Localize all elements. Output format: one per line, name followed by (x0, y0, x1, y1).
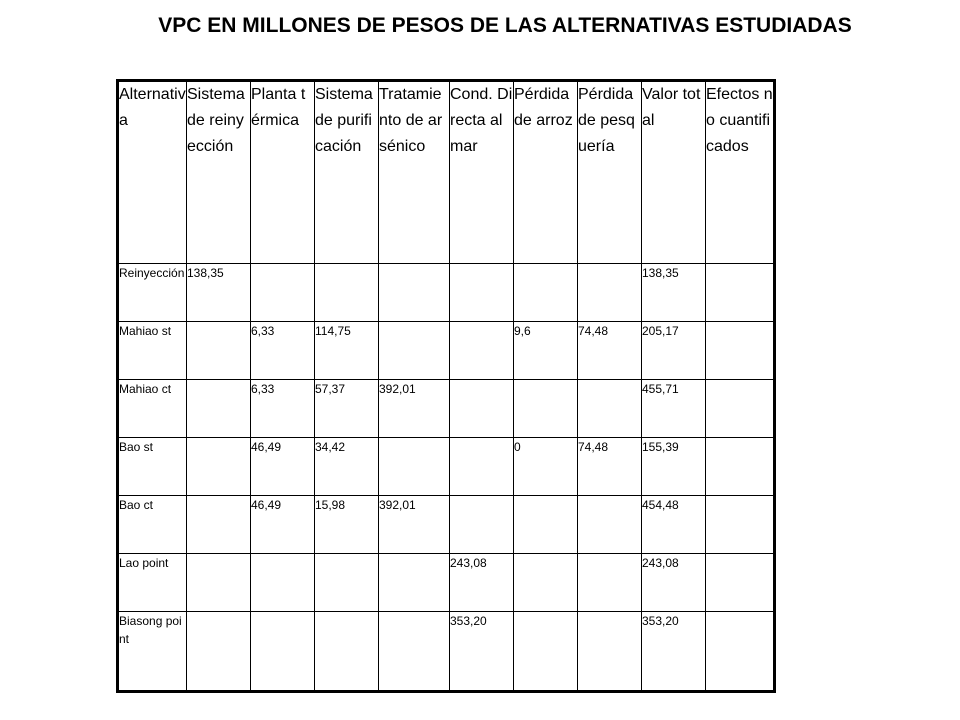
table-cell (578, 264, 642, 322)
table-cell (187, 438, 251, 496)
table-cell (450, 380, 514, 438)
row-label: Reinyección (118, 264, 187, 322)
header-sistema-reinyeccion: Sistema de reinyección (187, 81, 251, 264)
table-cell (187, 496, 251, 554)
table-cell: 155,39 (642, 438, 706, 496)
table-cell: 392,01 (379, 380, 450, 438)
table-cell: 46,49 (251, 496, 315, 554)
table-cell (514, 380, 578, 438)
header-alternativa: Alternativa (118, 81, 187, 264)
row-label: Mahiao ct (118, 380, 187, 438)
row-label: Mahiao st (118, 322, 187, 380)
table-cell: 15,98 (315, 496, 379, 554)
table-cell: 243,08 (642, 554, 706, 612)
table-cell (379, 264, 450, 322)
table-cell (379, 438, 450, 496)
page-title: VPC EN MILLONES DE PESOS DE LAS ALTERNATIVAS ESTUDIADAS (158, 14, 852, 37)
table-cell: 0 (514, 438, 578, 496)
table-cell (578, 612, 642, 692)
table-cell: 114,75 (315, 322, 379, 380)
table-cell (450, 322, 514, 380)
table-cell: 243,08 (450, 554, 514, 612)
row-label: Lao point (118, 554, 187, 612)
header-cond-directa-mar: Cond. Directa al mar (450, 81, 514, 264)
table-cell (187, 554, 251, 612)
table-cell (450, 496, 514, 554)
table-cell: 46,49 (251, 438, 315, 496)
table-cell (706, 264, 775, 322)
table-cell (379, 322, 450, 380)
table-cell: 392,01 (379, 496, 450, 554)
table-cell: 353,20 (450, 612, 514, 692)
table-cell: 454,48 (642, 496, 706, 554)
table-cell (315, 554, 379, 612)
header-perdida-arroz: Pérdida de arroz (514, 81, 578, 264)
table-cell: 34,42 (315, 438, 379, 496)
table-cell (379, 554, 450, 612)
table-cell (251, 264, 315, 322)
table-row (118, 496, 775, 554)
table-cell (706, 380, 775, 438)
header-efectos-no-cuantificados: Efectos no cuantificados (706, 81, 775, 264)
table-cell (706, 438, 775, 496)
table-cell (450, 438, 514, 496)
table-cell (187, 612, 251, 692)
vpc-table (116, 79, 776, 693)
row-label: Biasong point (118, 612, 187, 692)
table-cell (514, 496, 578, 554)
table-cell (578, 554, 642, 612)
table-row (118, 438, 775, 496)
table-cell: 74,48 (578, 322, 642, 380)
table-cell (514, 264, 578, 322)
table-cell: 138,35 (642, 264, 706, 322)
table-cell: 74,48 (578, 438, 642, 496)
table-row (118, 264, 775, 322)
table-cell (706, 612, 775, 692)
header-perdida-pesqueria: Pérdida de pesquería (578, 81, 642, 264)
table-cell: 6,33 (251, 322, 315, 380)
table-cell: 205,17 (642, 322, 706, 380)
table-cell: 9,6 (514, 322, 578, 380)
table-cell (187, 380, 251, 438)
table-row (118, 380, 775, 438)
table-cell (706, 322, 775, 380)
table-cell (450, 264, 514, 322)
table-cell (514, 554, 578, 612)
row-label: Bao st (118, 438, 187, 496)
table-cell (578, 380, 642, 438)
row-label: Bao ct (118, 496, 187, 554)
table-cell: 6,33 (251, 380, 315, 438)
table-cell (187, 322, 251, 380)
table-row (118, 322, 775, 380)
table-cell: 455,71 (642, 380, 706, 438)
table-cell (251, 612, 315, 692)
table-cell (315, 612, 379, 692)
table-cell (578, 496, 642, 554)
table-row (118, 612, 775, 692)
header-tratamiento-arsenico: Tratamiento de arsénico (379, 81, 450, 264)
table-cell (706, 554, 775, 612)
table-cell (315, 264, 379, 322)
table-cell: 353,20 (642, 612, 706, 692)
table-row (118, 554, 775, 612)
table-cell (379, 612, 450, 692)
table-cell (514, 612, 578, 692)
table-cell (706, 496, 775, 554)
header-row (118, 81, 775, 264)
table-cell: 138,35 (187, 264, 251, 322)
header-planta-termica: Planta térmica (251, 81, 315, 264)
header-sistema-purificacion: Sistema de purificación (315, 81, 379, 264)
header-valor-total: Valor total (642, 81, 706, 264)
table-cell (251, 554, 315, 612)
table-cell: 57,37 (315, 380, 379, 438)
